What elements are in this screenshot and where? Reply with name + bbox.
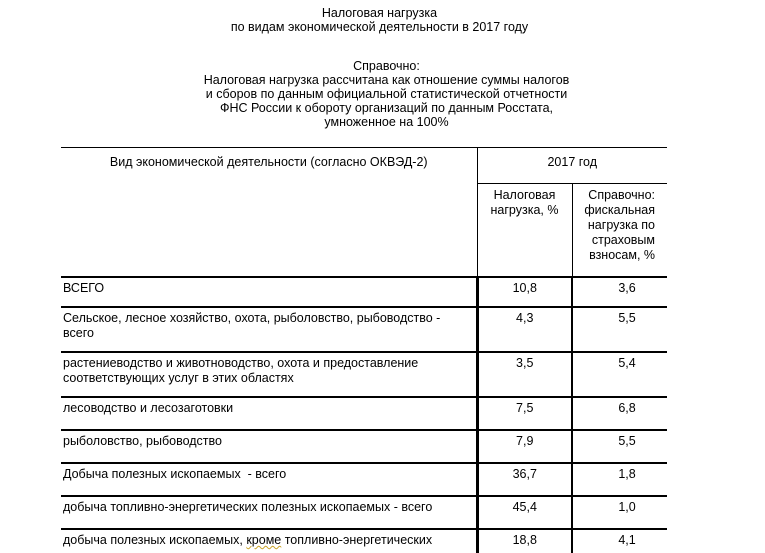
table-row: [61, 352, 667, 397]
report-title: [0, 6, 762, 34]
header-activity: Вид экономической деятельности (согласно ОКВЭД-2): [61, 148, 477, 278]
spellcheck-word: кроме: [246, 533, 282, 547]
header-year: 2017 год: [477, 148, 667, 184]
title-line-1: Налоговая нагрузка: [321, 6, 438, 20]
table-row: [61, 277, 667, 307]
row-activity-name: добыча полезных ископаемых, кроме топливно-энергетических: [61, 529, 477, 553]
note-line-1: Справочно:: [353, 59, 420, 73]
row-activity-name: Сельское, лесное хозяйство, охота, рыболовство, рыбоводство - всего: [61, 307, 477, 352]
header-insurance-burden: Справочно: фискальная нагрузка по страховым взносам, %: [572, 184, 667, 278]
row-activity-name: ВСЕГО: [61, 277, 477, 307]
row-ref-value: 4,1: [572, 529, 667, 553]
title-line-2: по видам экономической деятельности в 2017 году: [230, 20, 529, 34]
note-line-2: Налоговая нагрузка рассчитана как отношение суммы налогов: [203, 73, 570, 87]
tax-burden-table: [61, 147, 667, 553]
table-row: [61, 463, 667, 496]
row-ref-value: 1,8: [572, 463, 667, 496]
table-row: [61, 397, 667, 430]
row-tax-value: 3,5: [477, 352, 572, 397]
row-tax-value: 18,8: [477, 529, 572, 553]
note-line-5: умноженное на 100%: [324, 115, 449, 129]
note-line-3: и сборов по данным официальной статистической отчетности: [205, 87, 568, 101]
row-activity-name: растениеводство и животноводство, охота и предоставление соответствующих услуг в этих областях: [61, 352, 477, 397]
row-ref-value: 1,0: [572, 496, 667, 529]
note-line-4: ФНС России к обороту организаций по данным Росстата,: [219, 101, 554, 115]
row-tax-value: 7,9: [477, 430, 572, 463]
row-activity-name: лесоводство и лесозаготовки: [61, 397, 477, 430]
row-ref-value: 3,6: [572, 277, 667, 307]
row-activity-name: добыча топливно-энергетических полезных ископаемых - всего: [61, 496, 477, 529]
row-ref-value: 6,8: [572, 397, 667, 430]
table-row: [61, 496, 667, 529]
row-activity-name: Добыча полезных ископаемых - всего: [61, 463, 477, 496]
row-tax-value: 7,5: [477, 397, 572, 430]
row-ref-value: 5,4: [572, 352, 667, 397]
row-activity-name: рыболовство, рыбоводство: [61, 430, 477, 463]
table-row: [61, 529, 667, 553]
row-tax-value: 36,7: [477, 463, 572, 496]
table-row: [61, 307, 667, 352]
header-tax-burden: Налоговая нагрузка, %: [477, 184, 572, 278]
row-ref-value: 5,5: [572, 307, 667, 352]
row-ref-value: 5,5: [572, 430, 667, 463]
table-row: [61, 430, 667, 463]
row-tax-value: 4,3: [477, 307, 572, 352]
row-tax-value: 10,8: [477, 277, 572, 307]
row-tax-value: 45,4: [477, 496, 572, 529]
reference-note: [4, 59, 765, 129]
